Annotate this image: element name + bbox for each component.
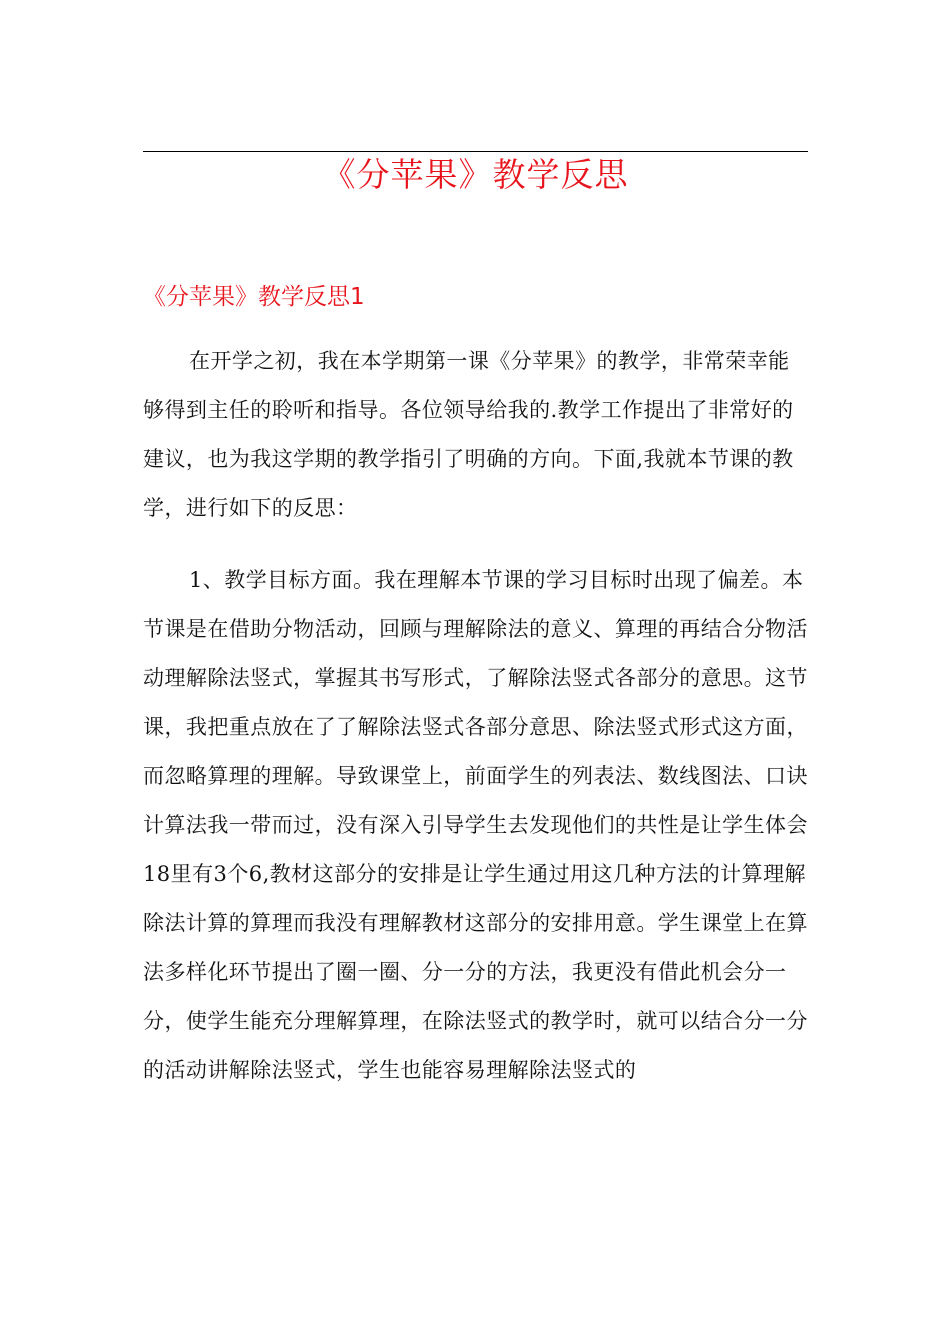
document-title: 《分苹果》教学反思: [322, 155, 629, 194]
section-heading: 《分苹果》教学反思1: [143, 284, 365, 310]
paragraph-intro: 在开学之初，我在本学期第一课《分苹果》的教学，非常荣幸能够得到主任的聆听和指导。各位领导给我的.教学工作提出了非常好的建议，也为我这学期的教学指引了明确的方向。下面,我就本节课的教学，进行如下的反思：: [143, 349, 794, 520]
paragraph-teaching-goals: 1、教学目标方面。我在理解本节课的学习目标时出现了偏差。本节课是在借助分物活动，回顾与理解除法的意义、算理的再结合分物活动理解除法竖式，掌握其书写形式，了解除法竖式各部分的意思。这节课，我把重点放在了了解除法竖式各部分意思、除法竖式形式这方面，而忽略算理的理解。导致课堂上，前面学生的列表法、数线图法、口诀计算法我一带而过，没有深入引导学生去发现他们的共性是让学生体会18里有3个6,教材这部分的安排是让学生通过用这几种方法的计算理解除法计算的算理而我没有理解教材这部分的安排用意。学生课堂上在算法多样化环节提出了圈一圈、分一分的方法，我更没有借此机会分一分，使学生能充分理解算理，在除法竖式的教学时，就可以结合分一分的活动讲解除法竖式，学生也能容易理解除法竖式的: [143, 568, 808, 1082]
